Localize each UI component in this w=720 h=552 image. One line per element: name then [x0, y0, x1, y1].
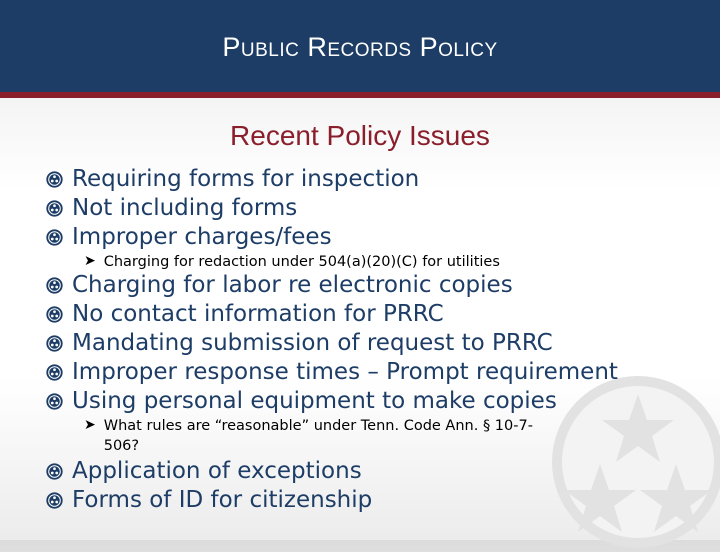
sub-list-item-text-continued: 506?	[103, 438, 140, 454]
list-item	[46, 224, 332, 250]
tri-star-bullet-icon	[46, 277, 63, 294]
sub-list-item	[84, 416, 533, 456]
tri-star-bullet-icon	[46, 335, 63, 352]
list-item	[46, 359, 618, 385]
tri-star-bullet-icon	[46, 463, 63, 480]
list-item-text: Using personal equipment to make copies	[72, 388, 557, 414]
title-bar	[0, 0, 720, 92]
list-item-text: Improper charges/fees	[72, 224, 332, 250]
arrow-bullet-icon: ➤	[84, 253, 96, 269]
tri-star-bullet-icon	[46, 229, 63, 246]
list-item-text: Forms of ID for citizenship	[72, 487, 373, 513]
list-item-text: Not including forms	[72, 195, 298, 221]
tri-star-bullet-icon	[46, 306, 63, 323]
slide-title: Public Records Policy	[222, 31, 498, 62]
list-item	[46, 195, 297, 221]
list-item-text: Requiring forms for inspection	[72, 166, 420, 192]
tri-star-bullet-icon	[46, 171, 63, 188]
list-item	[46, 330, 553, 356]
sub-list-item-text: Charging for redaction under 504(a)(20)(C) for utilities	[103, 254, 500, 270]
list-item-text: Improper response times – Prompt requirement	[72, 359, 618, 385]
tri-star-bullet-icon	[46, 200, 63, 217]
tri-star-bullet-icon	[46, 393, 63, 410]
list-item-text: No contact information for PRRC	[72, 301, 444, 327]
arrow-bullet-icon: ➤	[84, 417, 96, 433]
list-item-text: Mandating submission of request to PRRC	[72, 330, 553, 356]
list-item	[46, 388, 557, 414]
tri-star-bullet-icon	[46, 364, 63, 381]
list-item	[46, 301, 444, 327]
tri-star-bullet-icon	[46, 492, 63, 509]
list-item	[46, 458, 362, 484]
sub-list-item	[84, 252, 500, 272]
list-item	[46, 166, 419, 192]
list-item	[46, 487, 372, 513]
list-item	[46, 272, 513, 298]
sub-list-item-text: What rules are “reasonable” under Tenn. Code Ann. § 10-7-	[103, 418, 533, 434]
tri-star-watermark-icon	[548, 372, 720, 552]
title-divider	[0, 92, 720, 98]
list-item-text: Application of exceptions	[72, 458, 362, 484]
list-item-text: Charging for labor re electronic copies	[72, 272, 513, 298]
slide-subtitle: Recent Policy Issues	[230, 120, 490, 151]
